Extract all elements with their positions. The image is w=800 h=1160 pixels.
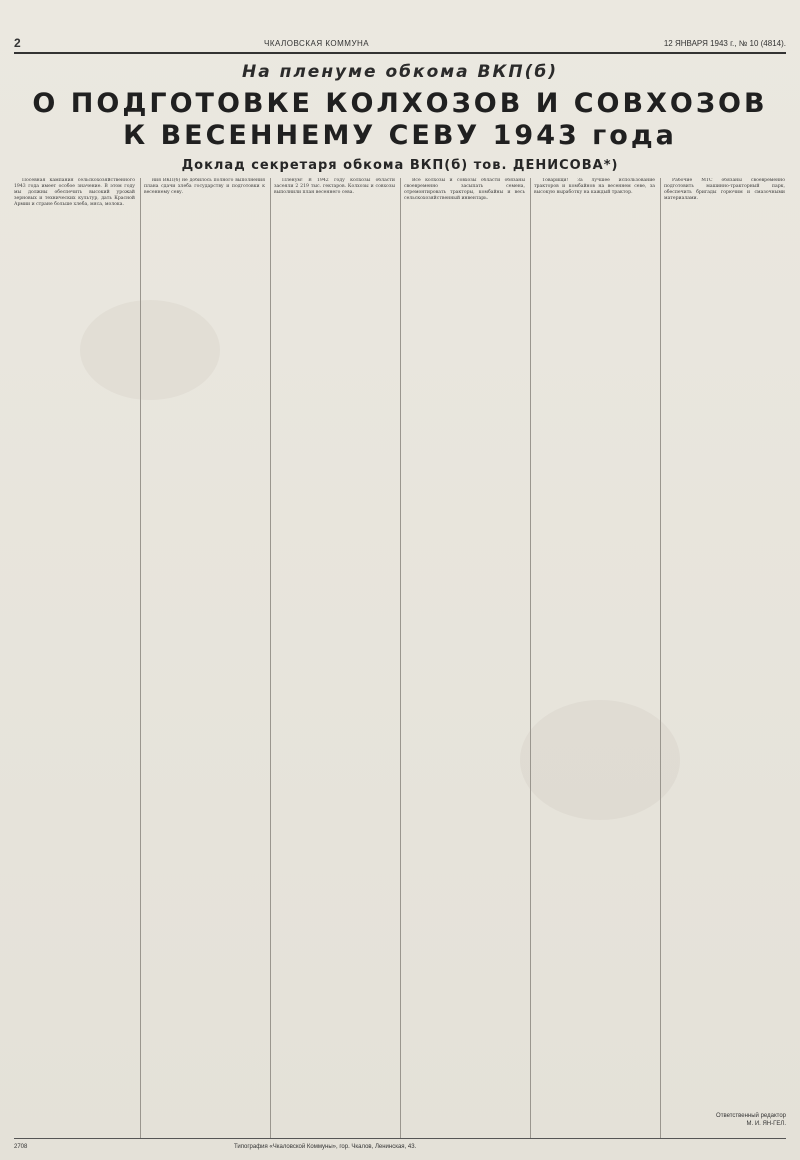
column-paragraph: ния ВКП(б) не добилось полного выполнения плана сдачи хлеба государству и подготовки к весеннему севу. bbox=[144, 178, 265, 196]
article-column-4 bbox=[404, 178, 525, 202]
paper-stain bbox=[80, 300, 220, 400]
column-divider bbox=[660, 178, 661, 1138]
article-column-3 bbox=[274, 178, 395, 196]
printer-imprint: Типография «Чкаловской Коммуны», гор. Чкалов, Ленинская, 43. bbox=[234, 1144, 417, 1150]
column-paragraph: Товарищи! За лучшее использование тракторов и комбайнов на весеннем севе, за высокую выработку на каждый трактор. bbox=[534, 178, 655, 196]
column-divider bbox=[530, 178, 531, 1138]
editor-title: Ответственный редактор bbox=[716, 1113, 786, 1119]
issue-date: 12 ЯНВАРЯ 1943 г., № 10 (4814). bbox=[663, 39, 786, 48]
paper-stain bbox=[520, 700, 680, 820]
article-column-5 bbox=[534, 178, 655, 196]
column-divider bbox=[270, 178, 271, 1138]
column-paragraph: Пленум! В 1942 году колхозы области засеяли 2 219 тыс. гектаров. Колхозы и совхозы выполнили план весеннего сева. bbox=[274, 178, 395, 196]
headline bbox=[0, 88, 800, 152]
footer-rule bbox=[14, 1138, 786, 1139]
column-paragraph: Все колхозы и совхозы области обязаны своевременно засыпать семена, отремонтировать тракторы, комбайны и весь сельскохозяйственный инвентарь. bbox=[404, 178, 525, 202]
column-paragraph: Посевная кампания сельскохозяйственного 1943 года имеет особое значение. В этом году мы должны обеспечить высокий урожай зерновых и технических культур, дать Красной Армии и стране больше хлеба, мяса, молока. bbox=[14, 178, 135, 208]
article-column-2 bbox=[144, 178, 265, 196]
editor-name: М. И. ЯН-ГЕЛ. bbox=[746, 1121, 786, 1127]
page-footer bbox=[14, 1142, 786, 1154]
column-divider bbox=[140, 178, 141, 1138]
article-column-1 bbox=[14, 178, 135, 208]
headline-line-1: О ПОДГОТОВКЕ КОЛХОЗОВ И СОВХОЗОВ bbox=[32, 88, 768, 119]
rubric: На пленуме обкома ВКП(б) bbox=[241, 62, 559, 82]
print-code: 2708 bbox=[14, 1144, 28, 1150]
subheadline: Доклад секретаря обкома ВКП(б) тов. ДЕНИСОВА*) bbox=[181, 158, 619, 173]
newspaper-name: ЧКАЛОВСКАЯ КОММУНА bbox=[264, 39, 370, 48]
headline-line-2: К ВЕСЕННЕМУ СЕВУ 1943 года bbox=[123, 120, 677, 151]
article-column-6 bbox=[664, 178, 785, 202]
editor-credit bbox=[668, 1112, 786, 1128]
page-number: 2 bbox=[14, 36, 21, 50]
column-paragraph: Рабочие МТС обязаны своевременно подготовить машинно-тракторный парк, обеспечить бригады горючим и смазочными материалами. bbox=[664, 178, 785, 202]
masthead-bar bbox=[14, 30, 786, 54]
column-divider bbox=[400, 178, 401, 1138]
